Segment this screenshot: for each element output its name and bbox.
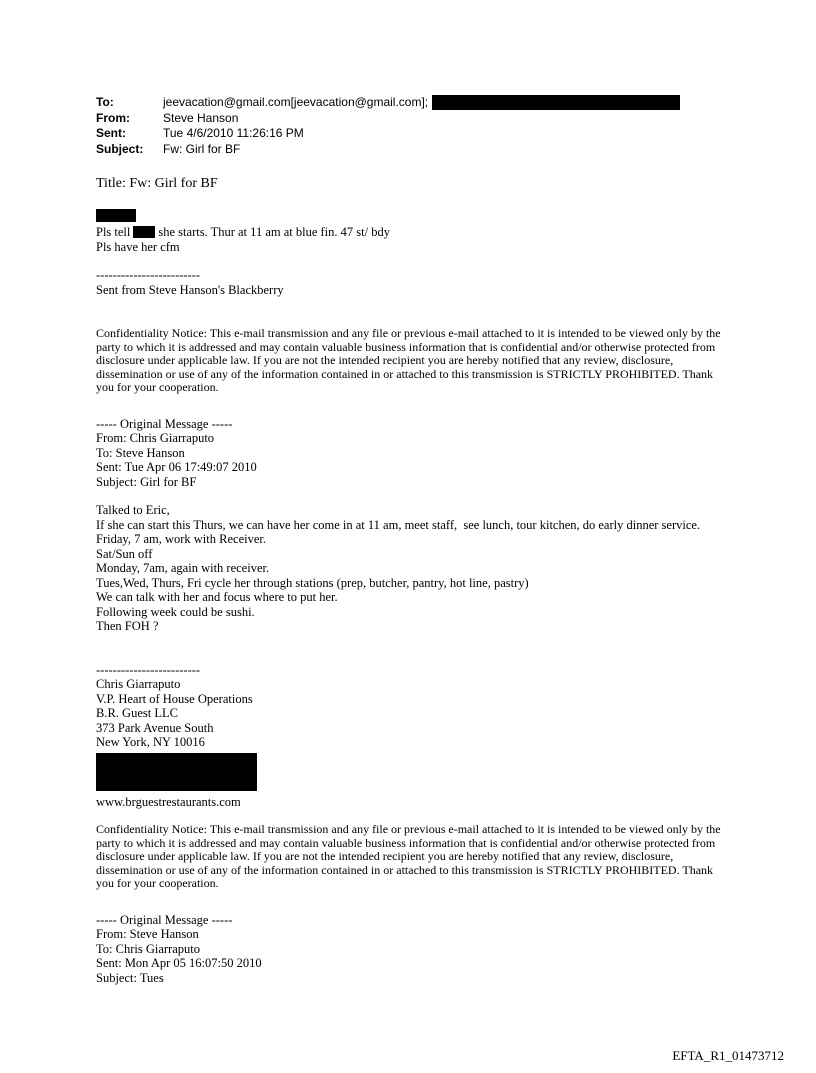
original-sent-line: Sent: Tue Apr 06 17:49:07 2010 bbox=[96, 460, 257, 474]
original-from-line: From: Chris Giarraputo bbox=[96, 431, 215, 445]
from-value: Steve Hanson bbox=[163, 110, 239, 125]
message-line: Following week could be sushi. bbox=[96, 604, 255, 619]
message-line bbox=[96, 225, 724, 240]
confidentiality-notice: Confidentiality Notice: This e-mail transmission and any file or previous e-mail attached to it is intended to be viewed only by the party to which it is addressed and may contain valuable business information that is confidential and/or otherwise protected from disclosure under applicable law. If you are not the intended recipient you are hereby notified that any review, disclosure, dissemination or use of any of the information contained in or attached to this transmission is STRICTLY PROHIBITED. Thank you for your cooperation. bbox=[96, 326, 724, 394]
message-line: If she can start this Thurs, we can have her come in at 11 am, meet staff, see lunch, tour kitchen, do early dinner service. bbox=[96, 517, 701, 532]
original-message-separator: ----- Original Message ----- bbox=[96, 912, 233, 927]
email-header bbox=[96, 95, 724, 157]
message-line: Friday, 7 am, work with Receiver. bbox=[96, 532, 266, 546]
message-line: Sat/Sun off bbox=[96, 546, 153, 561]
signature-name: Chris Giarraputo bbox=[96, 677, 181, 691]
signature-divider: ------------------------- bbox=[96, 268, 201, 282]
signature-website: www.brguestrestaurants.com bbox=[96, 794, 241, 809]
header-to-row bbox=[96, 95, 724, 111]
signature-title: V.P. Heart of House Operations bbox=[96, 691, 253, 706]
message-line: Monday, 7am, again with receiver. bbox=[96, 561, 270, 575]
redaction-bar-name bbox=[96, 209, 136, 222]
header-sent-row bbox=[96, 126, 724, 142]
signature-divider: ------------------------- bbox=[96, 662, 201, 677]
original-message-separator: ----- Original Message ----- bbox=[96, 416, 233, 431]
text-segment: Pls tell bbox=[96, 225, 131, 239]
text-segment: she starts. Thur at 11 am at blue fin. 47 st/ bdy bbox=[158, 225, 390, 239]
sent-label: Sent: bbox=[96, 126, 126, 140]
redaction-bar-recipient bbox=[432, 95, 680, 110]
redaction-block-contact bbox=[96, 753, 257, 791]
bates-stamp: EFTA_R1_01473712 bbox=[672, 1048, 784, 1063]
message-line: Talked to Eric, bbox=[96, 503, 170, 517]
subject-value: Fw: Girl for BF bbox=[163, 141, 241, 156]
message-body bbox=[96, 503, 724, 634]
original-message-2 bbox=[96, 913, 724, 986]
subject-label: Subject: bbox=[96, 141, 144, 156]
original-sent-line: Sent: Mon Apr 05 16:07:50 2010 bbox=[96, 956, 262, 970]
original-to-line: To: Chris Giarraputo bbox=[96, 941, 200, 956]
signature-company: B.R. Guest LLC bbox=[96, 706, 178, 720]
from-label: From: bbox=[96, 110, 130, 125]
message-line: Then FOH ? bbox=[96, 619, 159, 633]
message-line: We can talk with her and focus where to put her. bbox=[96, 590, 338, 604]
to-label: To: bbox=[96, 95, 114, 109]
original-subject-line: Subject: Girl for BF bbox=[96, 474, 197, 489]
original-subject-line: Subject: Tues bbox=[96, 970, 164, 985]
original-from-line: From: Steve Hanson bbox=[96, 927, 199, 941]
message-line: Tues,Wed, Thurs, Fri cycle her through stations (prep, butcher, pantry, hot line, pastry) bbox=[96, 575, 529, 590]
signature-block bbox=[96, 663, 724, 810]
sent-from-line: Sent from Steve Hanson's Blackberry bbox=[96, 282, 284, 297]
to-value: jeevacation@gmail.com[jeevacation@gmail.com]; bbox=[163, 95, 429, 109]
confidentiality-notice: Confidentiality Notice: This e-mail transmission and any file or previous e-mail attached to it is intended to be viewed only by the party to which it is addressed and may contain valuable business information that is confidential and/or otherwise protected from disclosure under applicable law. If you are not the intended recipient you are hereby notified that any review, disclosure, dissemination or use of any of the information contained in or attached to this transmission is STRICTLY PROHIBITED. Thank you for your cooperation. bbox=[96, 822, 724, 890]
header-subject-row bbox=[96, 142, 724, 158]
sent-value: Tue 4/6/2010 11:26:16 PM bbox=[163, 126, 304, 140]
original-message-1 bbox=[96, 417, 724, 490]
message-line: Pls have her cfm bbox=[96, 239, 180, 254]
document-title: Title: Fw: Girl for BF bbox=[96, 176, 218, 191]
signature-address-1: 373 Park Avenue South bbox=[96, 720, 214, 735]
original-to-line: To: Steve Hanson bbox=[96, 445, 185, 460]
header-from-row bbox=[96, 111, 724, 127]
email-document bbox=[96, 95, 724, 985]
redaction-bar-inline bbox=[133, 226, 155, 238]
signature-address-2: New York, NY 10016 bbox=[96, 735, 205, 749]
